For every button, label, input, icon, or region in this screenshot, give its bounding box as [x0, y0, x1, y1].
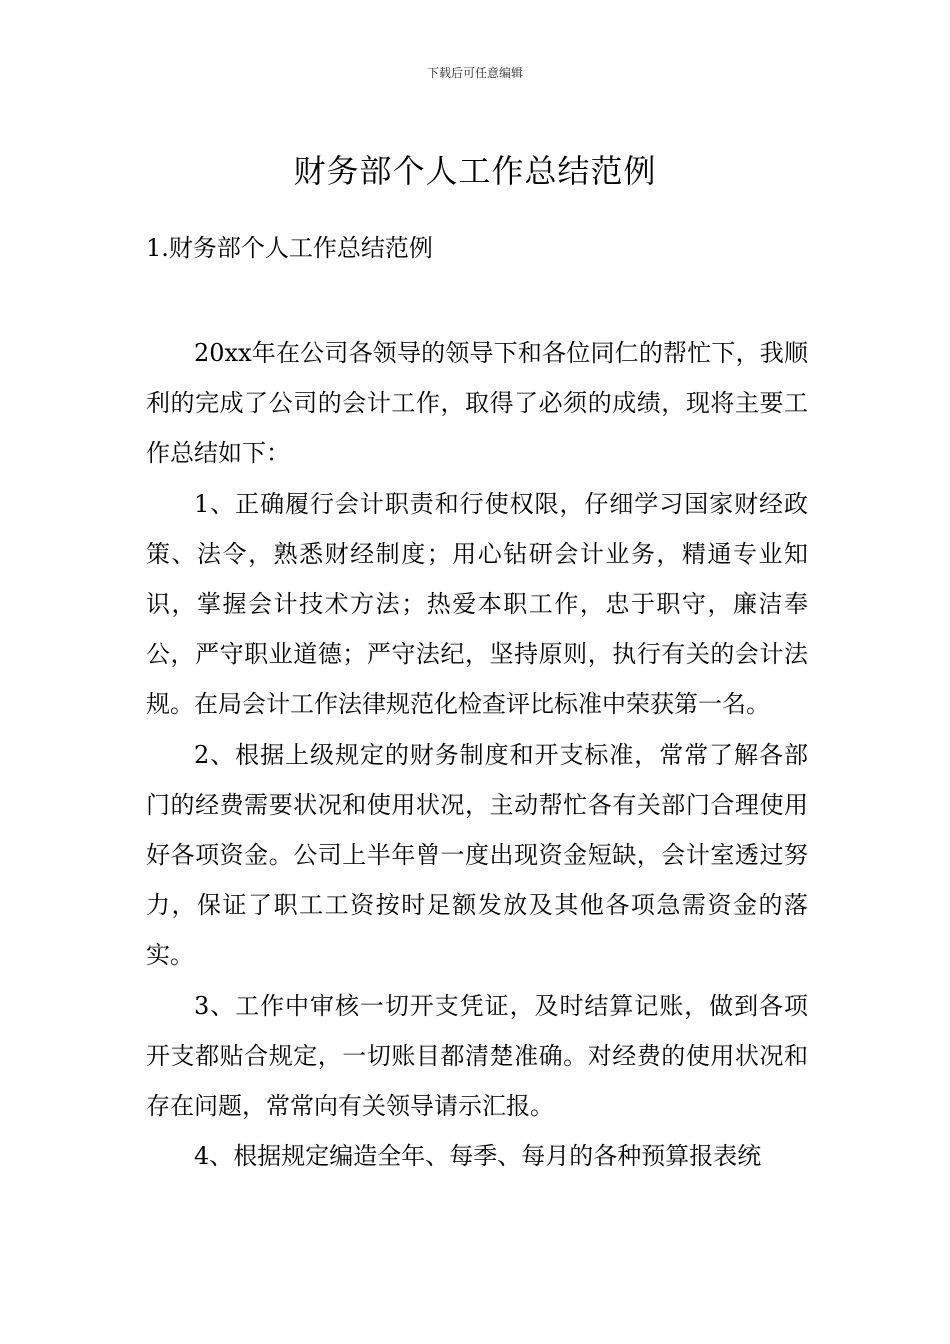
paragraph-item-2: 2、根据上级规定的财务制度和开支标准，常常了解各部门的经费需要状况和使用状况，主动帮忙各有关部门合理使用好各项资金。公司上半年曾一度出现资金短缺，会计室透过努力，保证了职工工资按时足额发放及其他各项急需资金的落实。: [146, 740, 808, 970]
header-note: 下载后可任意编辑: [426, 66, 523, 80]
paragraph-item-1: 1、正确履行会计职责和行使权限，仔细学习国家财经政策、法令，熟悉财经制度；用心钻研会计业务，精通专业知识，掌握会计技术方法；热爱本职工作，忠于职守，廉洁奉公，严守职业道德；严守法纪，坚持原则，执行有关的会计法规。在局会计工作法律规范化检查评比标准中荣获第一名。: [146, 489, 808, 719]
paragraph-intro: 20xx年在公司各领导的领导下和各位同仁的帮忙下，我顺利的完成了公司的会计工作，取得了必须的成绩，现将主要工作总结如下：: [146, 339, 808, 468]
paragraph-item-4: 4、根据规定编造全年、每季、每月的各种预算报表统: [194, 1142, 762, 1171]
paragraph-item-3: 3、工作中审核一切开支凭证，及时结算记账，做到各项开支都贴合规定，一切账目都清楚准确。对经费的使用状况和存在问题，常常向有关领导请示汇报。: [146, 991, 808, 1121]
body-text: [146, 328, 808, 1181]
document-title: 财务部个人工作总结范例: [293, 152, 657, 191]
section-heading: 1.财务部个人工作总结范例: [146, 234, 433, 262]
